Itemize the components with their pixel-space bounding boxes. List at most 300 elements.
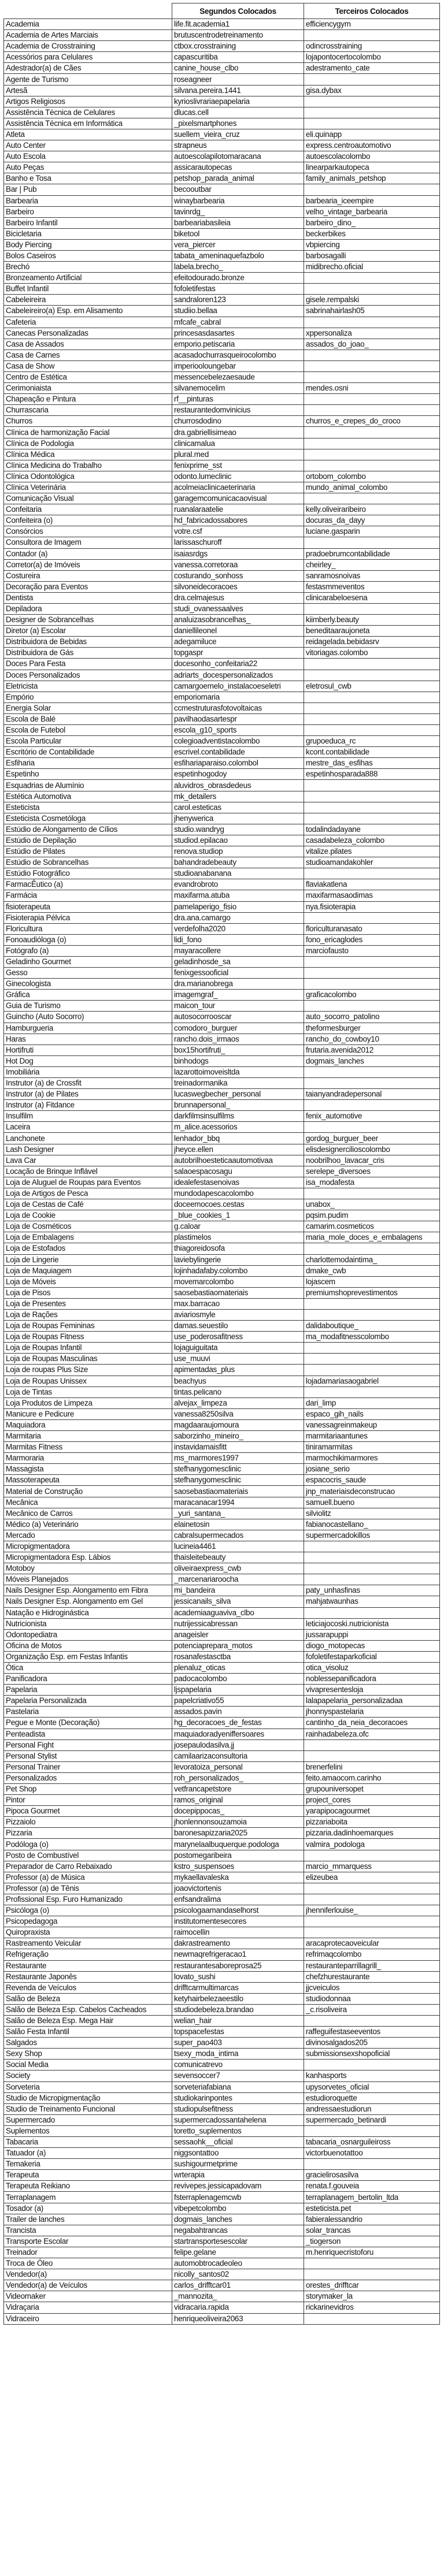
category-cell: Distribuidora de Bebidas	[4, 637, 172, 648]
second-place-cell: levoratoiza_personal	[172, 1761, 304, 1772]
second-place-cell: adriarts_docespersonalizados	[172, 670, 304, 681]
category-cell: Psicopedagoga	[4, 1916, 172, 1927]
third-place-cell: kelly.oliveiraribeiro	[304, 504, 440, 515]
third-place-cell: elisdesignercilioscolombo	[304, 1144, 440, 1155]
second-place-cell: imagemgraf_	[172, 990, 304, 1001]
table-row	[4, 493, 440, 504]
second-place-cell: autosocorrooscar	[172, 1012, 304, 1023]
third-place-cell: odincrosstraining	[304, 41, 440, 52]
third-place-cell	[304, 1894, 440, 1905]
second-place-cell: clinicamalua	[172, 438, 304, 449]
third-place-cell: jhenniferlouise_	[304, 1905, 440, 1916]
third-place-cell	[304, 725, 440, 736]
category-cell: Casa de Assados	[4, 339, 172, 350]
category-cell: Espetinho	[4, 769, 172, 780]
category-cell: Geladinho Gourmet	[4, 956, 172, 967]
table-row	[4, 217, 440, 228]
category-cell: Clínica Odontológica	[4, 471, 172, 482]
category-cell: Locação de Brinque Inflável	[4, 1166, 172, 1177]
category-cell: Eletricista	[4, 681, 172, 692]
category-cell: Loja de Cosméticos	[4, 1221, 172, 1232]
second-place-cell: super_pao403	[172, 2038, 304, 2049]
third-place-cell: storymaker_la	[304, 2291, 440, 2302]
category-cell: Ginecologista	[4, 979, 172, 990]
table-row	[4, 1739, 440, 1750]
third-place-cell: charlottemodaintima_	[304, 1254, 440, 1265]
second-place-cell: lucaswegbecher_personal	[172, 1089, 304, 1100]
category-cell: Gráfica	[4, 990, 172, 1001]
second-place-cell: studiio.bellaa	[172, 306, 304, 317]
table-row	[4, 482, 440, 493]
third-place-cell: gisele.rempalski	[304, 295, 440, 306]
third-place-cell: upysorvetes_oficial	[304, 2081, 440, 2092]
second-place-cell: lidi_fono	[172, 934, 304, 945]
second-place-cell: dra.marianobrega	[172, 979, 304, 990]
third-place-cell: docuras_da_dayy	[304, 515, 440, 526]
table-row	[4, 1894, 440, 1905]
second-place-cell: oliveiraexpress_cwb	[172, 1563, 304, 1574]
table-row	[4, 1772, 440, 1783]
table-row	[4, 835, 440, 846]
table-row	[4, 603, 440, 614]
category-cell: Massagista	[4, 1464, 172, 1475]
table-row	[4, 239, 440, 250]
third-place-cell: noblessepanificadora	[304, 1674, 440, 1685]
table-row	[4, 1519, 440, 1530]
third-place-cell	[304, 1243, 440, 1254]
table-row	[4, 868, 440, 879]
table-row	[4, 1563, 440, 1574]
table-row	[4, 394, 440, 405]
second-place-cell: pamelaperigo_fisio	[172, 901, 304, 912]
table-row	[4, 2159, 440, 2170]
table-row	[4, 1376, 440, 1386]
category-cell: Loja de Rações	[4, 1309, 172, 1320]
category-cell: Hamburgueria	[4, 1023, 172, 1034]
second-place-cell: henriqueoliveira2063	[172, 2313, 304, 2324]
third-place-cell: studioamandakohler	[304, 857, 440, 868]
second-place-cell: kstro_suspensoes	[172, 1861, 304, 1872]
second-place-cell: lenhador_bbq	[172, 1133, 304, 1144]
third-place-cell	[304, 1066, 440, 1077]
second-place-cell: colegioadventistacolombo	[172, 736, 304, 747]
category-cell: Professor (a) de Tênis	[4, 1883, 172, 1894]
third-place-cell: estudioroquette	[304, 2092, 440, 2103]
table-row	[4, 52, 440, 63]
third-place-cell	[304, 493, 440, 504]
category-cell: Doces Personalizados	[4, 670, 172, 681]
category-cell: Escola de Futebol	[4, 725, 172, 736]
category-cell: Canecas Personalizadas	[4, 328, 172, 339]
third-place-cell	[304, 284, 440, 295]
table-row	[4, 1332, 440, 1343]
table-row	[4, 1309, 440, 1320]
second-place-cell: jhenywerica	[172, 813, 304, 824]
third-place-cell	[304, 74, 440, 85]
category-cell: Instrutor (a) Fitdance	[4, 1100, 172, 1111]
category-cell: Loja de Roupas Infantil	[4, 1343, 172, 1354]
second-place-cell: ctbox.crosstraining	[172, 41, 304, 52]
category-cell: Médico (a) Veterinário	[4, 1519, 172, 1530]
third-place-cell: flaviakatlena	[304, 879, 440, 890]
category-cell: Academia de Crosstraining	[4, 41, 172, 52]
table-row	[4, 372, 440, 383]
third-place-cell: noobrilhoo_lavacar_cris	[304, 1155, 440, 1166]
second-place-cell: apimentadas_plus	[172, 1365, 304, 1376]
table-row	[4, 537, 440, 548]
third-place-cell: silviolitz	[304, 1508, 440, 1519]
third-place-cell: jjcveiculos	[304, 1982, 440, 1993]
third-place-cell	[304, 438, 440, 449]
third-place-cell: sanramosnoivas	[304, 570, 440, 581]
table-row	[4, 2038, 440, 2049]
category-cell: Esteticista Cosmetóloga	[4, 813, 172, 824]
third-place-cell: velho_vintage_barbearia	[304, 206, 440, 217]
table-row	[4, 1210, 440, 1221]
table-row	[4, 1883, 440, 1894]
category-cell: Acessórios para Celulares	[4, 52, 172, 63]
second-place-cell: automobtrocadeoleo	[172, 2258, 304, 2269]
category-cell: Cerimoniaista	[4, 383, 172, 394]
second-place-cell: restaurantedomvinicius	[172, 405, 304, 416]
category-cell: Loja de Pisos	[4, 1287, 172, 1298]
table-row	[4, 284, 440, 295]
table-row	[4, 2280, 440, 2291]
category-cell: Guia de Turismo	[4, 1001, 172, 1012]
third-place-cell: ortobom_colombo	[304, 471, 440, 482]
table-row	[4, 1850, 440, 1861]
table-row	[4, 648, 440, 659]
second-place-cell: fsterraplenagemcwb	[172, 2192, 304, 2203]
category-cell: Esquadrias de Alumínio	[4, 780, 172, 791]
table-row	[4, 2148, 440, 2159]
table-row	[4, 581, 440, 592]
category-cell: Oficina de Motos	[4, 1640, 172, 1651]
second-place-cell: postomegaribeira	[172, 1850, 304, 1861]
table-row	[4, 2236, 440, 2247]
category-cell: Auto Peças	[4, 162, 172, 173]
third-place-cell	[304, 427, 440, 438]
second-place-cell: docepippocas_	[172, 1806, 304, 1817]
category-cell: Barbeiro Infantil	[4, 217, 172, 228]
category-cell: Tosador (a)	[4, 2203, 172, 2214]
second-place-cell: dra.ana.camargo	[172, 912, 304, 923]
third-place-cell: chefzhurestaurante	[304, 1971, 440, 1982]
table-row	[4, 802, 440, 813]
third-place-cell: elizeubea	[304, 1872, 440, 1883]
category-cell: Energia Solar	[4, 702, 172, 713]
category-cell: Penteadista	[4, 1729, 172, 1739]
third-place-cell: gracielirosasilva	[304, 2170, 440, 2181]
third-place-cell: vivapresentesloja	[304, 1685, 440, 1696]
table-row	[4, 1729, 440, 1739]
second-place-cell: g.caloar	[172, 1221, 304, 1232]
second-place-cell: toretto_suplementos	[172, 2125, 304, 2136]
third-place-cell: fofoletifestaparkoficial	[304, 1651, 440, 1662]
third-place-cell: premiumshoprevestimentos	[304, 1287, 440, 1298]
second-place-cell: espetinhogodoy	[172, 769, 304, 780]
second-place-cell: _yuri_santana_	[172, 1508, 304, 1519]
category-cell: Imobiliária	[4, 1066, 172, 1077]
second-place-cell: jessicanails_silva	[172, 1596, 304, 1607]
category-cell: Pizzaiolo	[4, 1817, 172, 1828]
second-place-cell: silvana.pereira.1441	[172, 85, 304, 96]
category-cell: Videomaker	[4, 2291, 172, 2302]
third-place-cell: renata.f.gouveia	[304, 2181, 440, 2192]
table-row	[4, 1761, 440, 1772]
category-cell: Fotógrafo (a)	[4, 945, 172, 956]
table-row	[4, 1012, 440, 1023]
second-place-cell: petshop_parada_animal	[172, 173, 304, 184]
table-row	[4, 990, 440, 1001]
category-cell: Bolos Caseiros	[4, 250, 172, 261]
second-place-cell: rancho.dois_irmaos	[172, 1034, 304, 1044]
table-row	[4, 1993, 440, 2004]
second-place-cell: capascuritiba	[172, 52, 304, 63]
third-place-cell	[304, 702, 440, 713]
second-place-cell: lazarottoimoveisltda	[172, 1066, 304, 1077]
second-place-cell: nutrijessicabressan	[172, 1618, 304, 1629]
third-place-cell	[304, 912, 440, 923]
table-row	[4, 416, 440, 427]
third-place-cell	[304, 1883, 440, 1894]
third-place-cell: vitalize.pilates	[304, 846, 440, 857]
third-place-cell: tabacaria_osnarguileiross	[304, 2137, 440, 2148]
category-cell: Sorveteria	[4, 2081, 172, 2092]
second-place-cell: fenixgessooficial	[172, 968, 304, 979]
third-place-cell: marcio_mmarquess	[304, 1861, 440, 1872]
table-row	[4, 626, 440, 637]
table-row	[4, 1872, 440, 1883]
category-cell: Vidraceiro	[4, 2313, 172, 2324]
second-place-cell: esfihariaparaiso.colombol	[172, 758, 304, 769]
second-place-cell: ramos_original	[172, 1795, 304, 1806]
category-cell: Estética Automotiva	[4, 791, 172, 802]
second-place-cell: tintas.pelicano	[172, 1386, 304, 1397]
second-place-cell: max.barracao	[172, 1298, 304, 1309]
second-place-cell: kyrioslivrariaepapelaria	[172, 96, 304, 107]
category-cell: Escola de Balé	[4, 713, 172, 724]
table-row	[4, 1188, 440, 1199]
second-place-cell: salaoespacosagu	[172, 1166, 304, 1177]
table-row	[4, 2192, 440, 2203]
table-row	[4, 1828, 440, 1839]
third-place-cell: marmochikimarmores	[304, 1453, 440, 1464]
second-place-cell: suellem_vieira_cruz	[172, 129, 304, 140]
table-row	[4, 1001, 440, 1012]
category-cell: Salão de Beleza	[4, 1993, 172, 2004]
table-row	[4, 592, 440, 603]
second-place-cell: vidracaria.rapida	[172, 2302, 304, 2313]
category-cell: Insulfilm	[4, 1111, 172, 1122]
third-place-cell: midibrecho.oficial	[304, 262, 440, 273]
table-row	[4, 2004, 440, 2015]
table-row	[4, 30, 440, 41]
table-row	[4, 2103, 440, 2114]
table-row	[4, 659, 440, 670]
category-cell: Vidraçaria	[4, 2302, 172, 2313]
second-place-cell: ccmestruturasfotovoltaicas	[172, 702, 304, 713]
table-row	[4, 2137, 440, 2148]
third-place-cell: solar_trancas	[304, 2225, 440, 2236]
category-cell: Instrutor (a) de Pilates	[4, 1089, 172, 1100]
category-cell: Confeiteira (o)	[4, 515, 172, 526]
second-place-cell: potenciaprepara_motos	[172, 1640, 304, 1651]
table-row	[4, 2125, 440, 2136]
category-cell: Atleta	[4, 129, 172, 140]
category-cell: Papelaria Personalizada	[4, 1696, 172, 1707]
second-place-cell: winaybarbearia	[172, 195, 304, 206]
table-row	[4, 1111, 440, 1122]
results-table	[3, 3, 440, 2325]
second-place-cell: papelcriativo55	[172, 1696, 304, 1707]
category-cell: Loja de Embalagens	[4, 1232, 172, 1243]
category-cell: Loja de Roupas Fitness	[4, 1332, 172, 1343]
category-cell: Loja de Roupas Masculinas	[4, 1354, 172, 1365]
third-place-cell: raffeguifestaseeventos	[304, 2027, 440, 2038]
table-row	[4, 1397, 440, 1408]
category-cell: Odontopediatra	[4, 1629, 172, 1640]
category-cell: Salgados	[4, 2038, 172, 2049]
category-cell: Supermercado	[4, 2114, 172, 2125]
third-place-cell	[304, 968, 440, 979]
third-place-cell	[304, 1309, 440, 1320]
second-place-cell: mfcafe_cabral	[172, 317, 304, 328]
second-place-cell: institutomentesecores	[172, 1916, 304, 1927]
third-place-cell: pqsim.pudim	[304, 1210, 440, 1221]
table-row	[4, 713, 440, 724]
table-row	[4, 262, 440, 273]
third-place-cell	[304, 118, 440, 129]
third-place-cell: andressaestudiorun	[304, 2103, 440, 2114]
category-cell: Terraplanagem	[4, 2192, 172, 2203]
second-place-cell: doceemocoes.cestas	[172, 1199, 304, 1210]
table-row	[4, 1640, 440, 1651]
category-cell: Auto Center	[4, 140, 172, 151]
second-place-cell: marynelaalbuquerque.podologa	[172, 1839, 304, 1850]
third-place-cell: orestes_drifftcar	[304, 2280, 440, 2291]
table-row	[4, 2302, 440, 2313]
second-place-cell: mundodapescacolombo	[172, 1188, 304, 1199]
category-cell: Trailer de lanches	[4, 2214, 172, 2225]
third-place-cell: beckerbikes	[304, 228, 440, 239]
second-place-cell: jheyce.ellen	[172, 1144, 304, 1155]
category-cell: Pastelaria	[4, 1707, 172, 1718]
category-cell: Costureira	[4, 570, 172, 581]
table-row	[4, 1750, 440, 1761]
second-place-cell: aluvidros_obrasdedeus	[172, 780, 304, 791]
second-place-cell: lojaguiguitata	[172, 1343, 304, 1354]
third-place-cell: gordog_burguer_beer	[304, 1133, 440, 1144]
category-cell: Pipoca Gourmet	[4, 1806, 172, 1817]
category-cell: Loja de Tintas	[4, 1386, 172, 1397]
category-cell: Estúdio Fotográfico	[4, 868, 172, 879]
third-place-cell	[304, 537, 440, 548]
table-row	[4, 1530, 440, 1541]
table-row	[4, 1055, 440, 1066]
third-place-cell: beneditaaraujoneta	[304, 626, 440, 637]
second-place-cell: imperiooloungebar	[172, 360, 304, 371]
third-place-cell: rickarinevidros	[304, 2302, 440, 2313]
table-row	[4, 1795, 440, 1806]
third-place-cell: otica_visoluz	[304, 1662, 440, 1673]
second-place-cell: princesasdasartes	[172, 328, 304, 339]
second-place-cell: sorveteriafabiana	[172, 2081, 304, 2092]
category-cell: Restaurante	[4, 1960, 172, 1971]
table-row	[4, 74, 440, 85]
table-row	[4, 2015, 440, 2026]
table-row	[4, 912, 440, 923]
second-place-cell: lucineia4461	[172, 1541, 304, 1552]
table-row	[4, 173, 440, 184]
third-place-cell	[304, 1552, 440, 1563]
third-place-cell: unabox_	[304, 1199, 440, 1210]
table-row	[4, 1861, 440, 1872]
second-place-cell: sandraloren123	[172, 295, 304, 306]
category-cell: Barbearia	[4, 195, 172, 206]
third-place-cell: josiane_serio	[304, 1464, 440, 1475]
category-cell: Nails Designer Esp. Alongamento em Fibra	[4, 1585, 172, 1596]
third-place-cell: gisa.dybax	[304, 85, 440, 96]
second-place-cell: topspacefestas	[172, 2027, 304, 2038]
third-place-cell	[304, 2258, 440, 2269]
third-place-cell: fenix_automotive	[304, 1111, 440, 1122]
table-row	[4, 1971, 440, 1982]
third-place-cell: autoescolacolombo	[304, 151, 440, 162]
category-cell: Terapeuta	[4, 2170, 172, 2181]
category-cell: Dentista	[4, 592, 172, 603]
second-place-cell: anageisler	[172, 1629, 304, 1640]
table-row	[4, 228, 440, 239]
category-cell: Nutricionista	[4, 1618, 172, 1629]
second-place-cell: garagemcomunicacaovisual	[172, 493, 304, 504]
third-place-cell: terraplanagem_bertolin_ltda	[304, 2192, 440, 2203]
second-place-cell: acasadochurrasqueirocolombo	[172, 350, 304, 360]
second-place-cell: darkfilmsinsulfilms	[172, 1111, 304, 1122]
third-place-cell: kcont.contabilidade	[304, 747, 440, 758]
third-place-cell	[304, 1343, 440, 1354]
third-place-cell	[304, 1750, 440, 1761]
third-place-cell	[304, 372, 440, 383]
third-place-cell: vanessagreinmakeup	[304, 1419, 440, 1430]
category-cell: Sexy Shop	[4, 2049, 172, 2060]
second-place-cell: saborzinho_mineiro_	[172, 1431, 304, 1442]
table-row	[4, 1607, 440, 1618]
table-row	[4, 1839, 440, 1850]
second-place-cell: idealefestasenoivas	[172, 1177, 304, 1188]
table-row	[4, 1089, 440, 1100]
third-place-cell	[304, 1100, 440, 1111]
category-cell: Agente de Turismo	[4, 74, 172, 85]
second-place-cell: labela.brecho_	[172, 262, 304, 273]
second-place-cell: dra.celmajesus	[172, 592, 304, 603]
table-row	[4, 1287, 440, 1298]
table-row	[4, 1916, 440, 1927]
table-row	[4, 1155, 440, 1166]
category-cell: Decoração para Eventos	[4, 581, 172, 592]
category-cell: Personalizados	[4, 1772, 172, 1783]
category-cell: Barbeiro	[4, 206, 172, 217]
second-place-cell: roh_personalizados_	[172, 1772, 304, 1783]
third-place-cell	[304, 1298, 440, 1309]
table-row	[4, 1365, 440, 1376]
second-place-cell: movemarcolombo	[172, 1276, 304, 1287]
third-place-cell: nya.fisioterapia	[304, 901, 440, 912]
category-cell: Pegue e Monte (Decoração)	[4, 1718, 172, 1729]
table-row	[4, 548, 440, 559]
third-place-cell: family_animals_petshop	[304, 173, 440, 184]
category-cell: FarmacÊutico (a)	[4, 879, 172, 890]
